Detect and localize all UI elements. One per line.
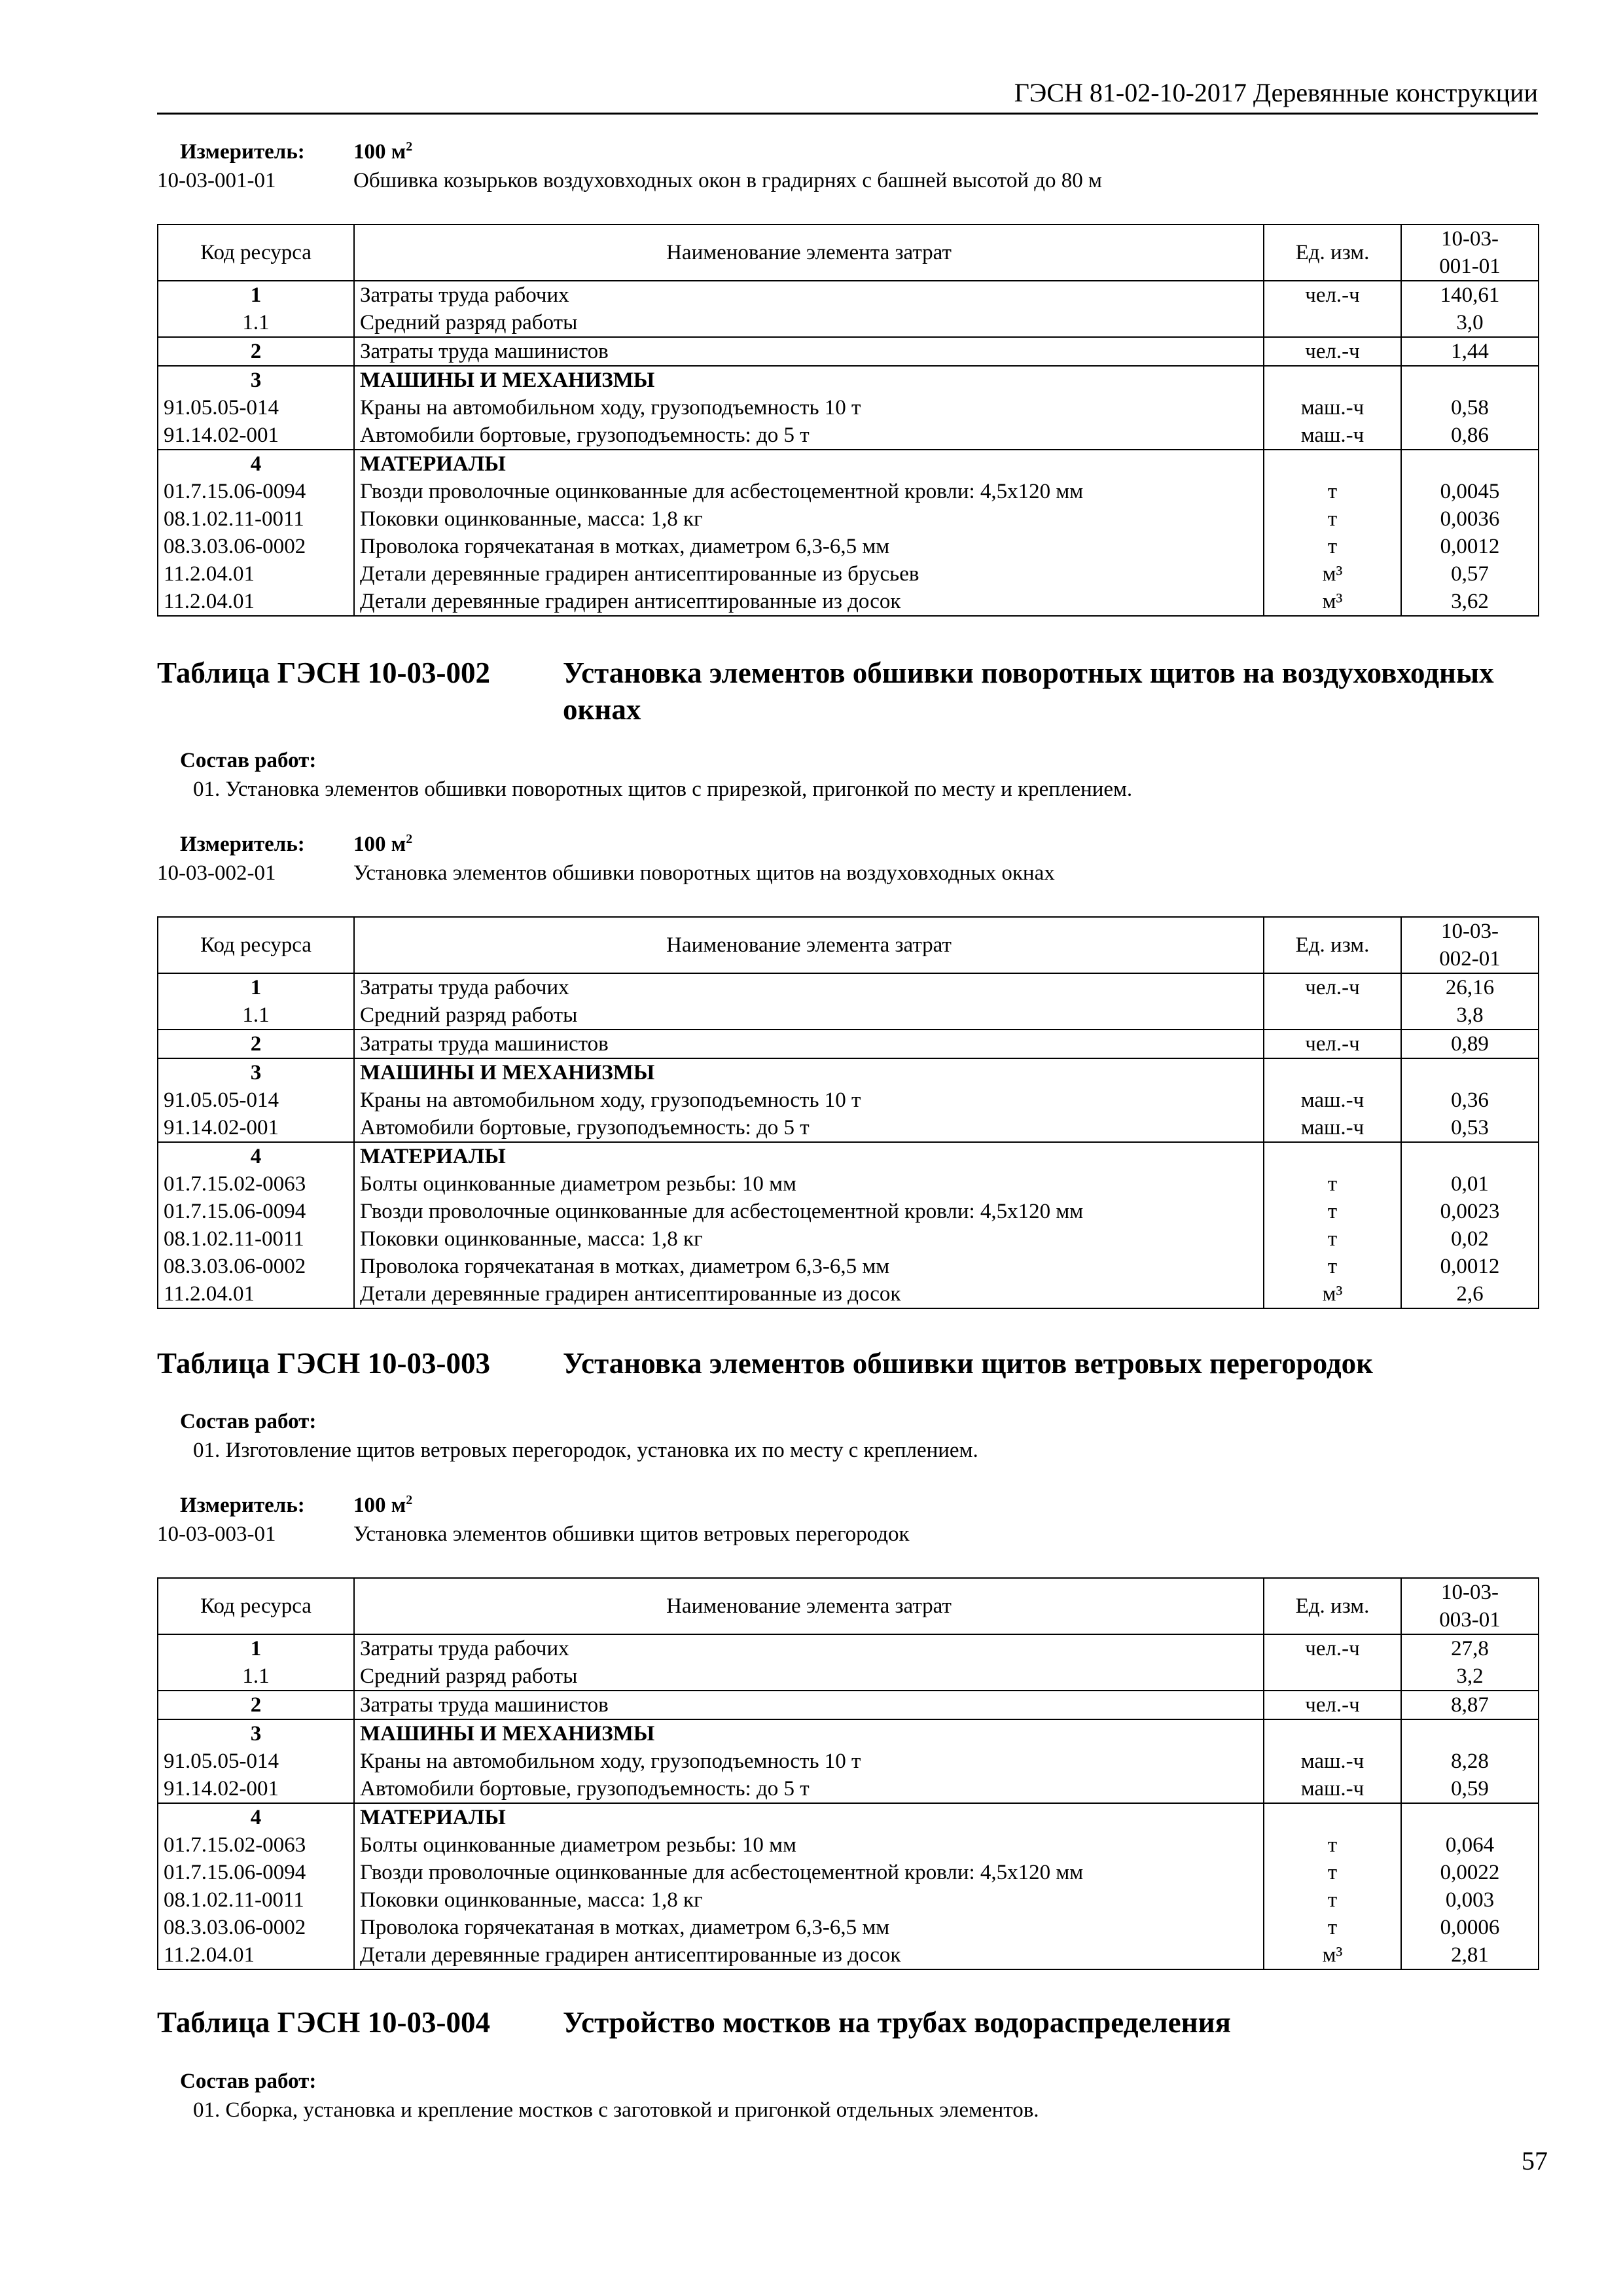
header-value [1401, 1578, 1539, 1634]
cell-unit: маш.-ч [1264, 422, 1401, 450]
cell-name: Затраты труда рабочих [354, 1634, 1264, 1662]
cell-unit [1264, 1662, 1401, 1691]
cell-name: МАШИНЫ И МЕХАНИЗМЫ [354, 366, 1264, 394]
header-unit: Ед. изм. [1264, 917, 1401, 973]
header-code: Код ресурса [158, 224, 354, 281]
table-row [158, 1001, 1539, 1030]
cell-value: 3,8 [1401, 1001, 1539, 1030]
cell-name: Автомобили бортовые, грузоподъемность: до 5 т [354, 1114, 1264, 1142]
cell-value [1401, 1803, 1539, 1831]
header-value-line: 003-01 [1439, 1608, 1501, 1632]
cell-code: 91.05.05-014 [158, 1748, 354, 1775]
meter-label: Измеритель: [180, 833, 305, 856]
cell-value: 8,87 [1401, 1691, 1539, 1719]
cell-code: 91.14.02-001 [158, 422, 354, 450]
table-header-row [158, 917, 1539, 973]
cell-unit: т [1264, 1253, 1401, 1280]
works-block-2 [157, 746, 1538, 804]
cell-value: 0,53 [1401, 1114, 1539, 1142]
table-row [158, 1719, 1539, 1748]
cell-code: 08.1.02.11-0011 [158, 1886, 354, 1914]
cell-unit [1264, 366, 1401, 394]
cell-name: Детали деревянные градирен антисептированные из досок [354, 1280, 1264, 1308]
cell-unit: маш.-ч [1264, 1775, 1401, 1803]
header-value-line: 10-03- [1441, 227, 1499, 251]
cell-value: 0,02 [1401, 1225, 1539, 1253]
table-row [158, 1280, 1539, 1308]
table-number: Таблица ГЭСН 10-03-002 [157, 656, 490, 689]
cell-name: МАШИНЫ И МЕХАНИЗМЫ [354, 1719, 1264, 1748]
cell-name: Проволока горячекатаная в мотках, диаметром 6,3-6,5 мм [354, 1914, 1264, 1941]
cell-code: 01.7.15.06-0094 [158, 1198, 354, 1225]
cell-code: 1 [158, 973, 354, 1001]
table-row [158, 505, 1539, 533]
table-heading-3 [157, 1345, 1538, 1382]
cell-value: 1,44 [1401, 337, 1539, 366]
table-row [158, 1114, 1539, 1142]
meter-block-1 [157, 137, 1538, 195]
cell-unit: м³ [1264, 1941, 1401, 1969]
cell-name: Проволока горячекатаная в мотках, диаметром 6,3-6,5 мм [354, 1253, 1264, 1280]
cell-value [1401, 1058, 1539, 1086]
cell-value: 0,0045 [1401, 478, 1539, 505]
table-number: Таблица ГЭСН 10-03-003 [157, 1347, 490, 1380]
cell-name: Средний разряд работы [354, 309, 1264, 337]
table-title: Установка элементов обшивки поворотных щитов на воздуховходных окнах [563, 656, 1494, 726]
table-heading-2 [157, 655, 1538, 728]
cell-name: МАТЕРИАЛЫ [354, 450, 1264, 478]
cell-unit: чел.-ч [1264, 1634, 1401, 1662]
cell-value: 0,57 [1401, 560, 1539, 588]
cell-name: МАТЕРИАЛЫ [354, 1803, 1264, 1831]
cell-name: Проволока горячекатаная в мотках, диаметром 6,3-6,5 мм [354, 533, 1264, 560]
table-header-row [158, 224, 1539, 281]
cell-unit: т [1264, 1198, 1401, 1225]
cell-value: 0,0012 [1401, 533, 1539, 560]
cell-code: 1.1 [158, 1662, 354, 1691]
cell-value [1401, 366, 1539, 394]
cell-code: 2 [158, 337, 354, 366]
cell-name: Детали деревянные градирен антисептированные из досок [354, 1941, 1264, 1969]
header-value-line: 001-01 [1439, 255, 1501, 278]
cell-name: МАТЕРИАЛЫ [354, 1142, 1264, 1170]
table-row [158, 1941, 1539, 1969]
cell-code: 08.1.02.11-0011 [158, 505, 354, 533]
header-value-line: 10-03- [1441, 1581, 1499, 1604]
cell-value: 0,0022 [1401, 1859, 1539, 1886]
table-row [158, 1253, 1539, 1280]
norm-description: Установка элементов обшивки щитов ветровых перегородок [353, 1522, 910, 1546]
cell-value: 0,86 [1401, 422, 1539, 450]
work-item: 01. Изготовление щитов ветровых перегородок, установка их по месту с креплением. [193, 1439, 978, 1462]
resource-table-2 [157, 916, 1539, 1309]
cell-value [1401, 1142, 1539, 1170]
cell-unit [1264, 1142, 1401, 1170]
cell-value: 3,62 [1401, 588, 1539, 616]
cell-code: 11.2.04.01 [158, 1941, 354, 1969]
cell-name: Средний разряд работы [354, 1001, 1264, 1030]
cell-unit: т [1264, 478, 1401, 505]
table-row [158, 281, 1539, 309]
resource-table-1 [157, 224, 1539, 617]
cell-unit [1264, 309, 1401, 337]
cell-unit: чел.-ч [1264, 1030, 1401, 1058]
meter-label: Измеритель: [180, 140, 305, 164]
cell-unit: маш.-ч [1264, 1086, 1401, 1114]
cell-code: 08.3.03.06-0002 [158, 533, 354, 560]
table-row [158, 588, 1539, 616]
header-code: Код ресурса [158, 1578, 354, 1634]
cell-value: 2,81 [1401, 1941, 1539, 1969]
norm-code: 10-03-003-01 [157, 1522, 276, 1546]
work-item: 01. Установка элементов обшивки поворотных щитов с прирезкой, пригонкой по месту и креплением. [193, 778, 1133, 801]
cell-code: 2 [158, 1691, 354, 1719]
cell-value: 0,0012 [1401, 1253, 1539, 1280]
header-value-line: 002-01 [1439, 947, 1501, 971]
cell-code: 2 [158, 1030, 354, 1058]
cell-value: 26,16 [1401, 973, 1539, 1001]
work-item: 01. Сборка, установка и крепление мостков с заготовкой и пригонкой отдельных элементов. [193, 2098, 1039, 2122]
table-row [158, 1831, 1539, 1859]
cell-unit [1264, 1719, 1401, 1748]
cell-code: 3 [158, 1058, 354, 1086]
cell-value: 0,01 [1401, 1170, 1539, 1198]
cell-code: 01.7.15.06-0094 [158, 478, 354, 505]
meter-unit: 100 $м^2$ [353, 139, 413, 164]
meter-label: Измеритель: [180, 1494, 305, 1517]
table-row [158, 1170, 1539, 1198]
header-unit: Ед. изм. [1264, 1578, 1401, 1634]
cell-unit [1264, 1001, 1401, 1030]
cell-value: 0,064 [1401, 1831, 1539, 1859]
cell-name: Краны на автомобильном ходу, грузоподъемность 10 т [354, 1086, 1264, 1114]
cell-code: 91.05.05-014 [158, 394, 354, 422]
meter-block-3 [157, 1491, 1538, 1549]
cell-name: МАШИНЫ И МЕХАНИЗМЫ [354, 1058, 1264, 1086]
table-row [158, 1662, 1539, 1691]
meter-unit: 100 $м^2$ [353, 1493, 413, 1517]
table-row [158, 1775, 1539, 1803]
cell-unit: т [1264, 1831, 1401, 1859]
table-row [158, 1198, 1539, 1225]
table-row [158, 1030, 1539, 1058]
cell-value: 0,89 [1401, 1030, 1539, 1058]
table-row [158, 1142, 1539, 1170]
meter-unit: 100 $м^2$ [353, 832, 413, 856]
cell-code: 08.3.03.06-0002 [158, 1914, 354, 1941]
cell-name: Краны на автомобильном ходу, грузоподъемность 10 т [354, 1748, 1264, 1775]
table-row [158, 1803, 1539, 1831]
table-row [158, 1634, 1539, 1662]
header-value-line: 10-03- [1441, 920, 1499, 943]
cell-value: 3,2 [1401, 1662, 1539, 1691]
table-row [158, 973, 1539, 1001]
cell-name: Автомобили бортовые, грузоподъемность: до 5 т [354, 422, 1264, 450]
cell-unit [1264, 1803, 1401, 1831]
cell-value [1401, 1719, 1539, 1748]
table-row [158, 1886, 1539, 1914]
norm-description: Установка элементов обшивки поворотных щитов на воздуховходных окнах [353, 861, 1055, 885]
table-title: Устройство мостков на трубах водораспределения [563, 2006, 1231, 2039]
table-row [158, 1691, 1539, 1719]
cell-code: 1.1 [158, 1001, 354, 1030]
cell-name: Детали деревянные градирен антисептированные из досок [354, 588, 1264, 616]
header-value [1401, 224, 1539, 281]
table-row [158, 1058, 1539, 1086]
cell-name: Затраты труда машинистов [354, 337, 1264, 366]
meter-block-2 [157, 830, 1538, 888]
cell-value: 0,0006 [1401, 1914, 1539, 1941]
header-unit: Ед. изм. [1264, 224, 1401, 281]
cell-value [1401, 450, 1539, 478]
cell-code: 4 [158, 1803, 354, 1831]
cell-value: 140,61 [1401, 281, 1539, 309]
composition-label: Состав работ: [180, 749, 317, 772]
table-row [158, 450, 1539, 478]
table-header-row [158, 1578, 1539, 1634]
cell-value: 3,0 [1401, 309, 1539, 337]
table-row [158, 1086, 1539, 1114]
cell-name: Поковки оцинкованные, масса: 1,8 кг [354, 1886, 1264, 1914]
cell-name: Затраты труда машинистов [354, 1691, 1264, 1719]
cell-code: 11.2.04.01 [158, 560, 354, 588]
cell-unit: чел.-ч [1264, 337, 1401, 366]
cell-unit: маш.-ч [1264, 394, 1401, 422]
page-number: 57 [1522, 2146, 1548, 2176]
table-row [158, 366, 1539, 394]
table-row [158, 422, 1539, 450]
cell-unit: т [1264, 533, 1401, 560]
cell-name: Гвозди проволочные оцинкованные для асбестоцементной кровли: 4,5х120 мм [354, 1859, 1264, 1886]
cell-code: 1 [158, 281, 354, 309]
cell-name: Краны на автомобильном ходу, грузоподъемность 10 т [354, 394, 1264, 422]
cell-value: 0,0023 [1401, 1198, 1539, 1225]
cell-unit: чел.-ч [1264, 281, 1401, 309]
cell-unit: т [1264, 1170, 1401, 1198]
cell-name: Болты оцинкованные диаметром резьбы: 10 мм [354, 1831, 1264, 1859]
running-header: ГЭСН 81-02-10-2017 Деревянные конструкции [157, 77, 1538, 115]
cell-code: 11.2.04.01 [158, 588, 354, 616]
table-row [158, 394, 1539, 422]
header-name: Наименование элемента затрат [354, 1578, 1264, 1634]
cell-code: 1 [158, 1634, 354, 1662]
cell-code: 91.14.02-001 [158, 1775, 354, 1803]
header-code: Код ресурса [158, 917, 354, 973]
cell-value: 0,58 [1401, 394, 1539, 422]
cell-name: Затраты труда рабочих [354, 973, 1264, 1001]
cell-name: Затраты труда машинистов [354, 1030, 1264, 1058]
norm-code: 10-03-001-01 [157, 169, 276, 192]
header-name: Наименование элемента затрат [354, 224, 1264, 281]
cell-unit: м³ [1264, 560, 1401, 588]
works-block-4 [157, 2067, 1538, 2125]
works-block-3 [157, 1407, 1538, 1465]
cell-name: Болты оцинкованные диаметром резьбы: 10 мм [354, 1170, 1264, 1198]
table-number: Таблица ГЭСН 10-03-004 [157, 2006, 490, 2039]
cell-name: Средний разряд работы [354, 1662, 1264, 1691]
cell-code: 1.1 [158, 309, 354, 337]
table-row [158, 1748, 1539, 1775]
norm-description: Обшивка козырьков воздуховходных окон в градирнях с башней высотой до 80 м [353, 169, 1102, 192]
cell-value: 0,36 [1401, 1086, 1539, 1114]
cell-code: 01.7.15.02-0063 [158, 1170, 354, 1198]
cell-unit: маш.-ч [1264, 1748, 1401, 1775]
cell-unit [1264, 1058, 1401, 1086]
cell-unit: м³ [1264, 588, 1401, 616]
cell-code: 01.7.15.06-0094 [158, 1859, 354, 1886]
cell-value: 2,6 [1401, 1280, 1539, 1308]
cell-name: Автомобили бортовые, грузоподъемность: до 5 т [354, 1775, 1264, 1803]
table-row [158, 309, 1539, 337]
cell-name: Гвозди проволочные оцинкованные для асбестоцементной кровли: 4,5х120 мм [354, 1198, 1264, 1225]
resource-table-3 [157, 1577, 1539, 1970]
cell-code: 91.05.05-014 [158, 1086, 354, 1114]
cell-name: Детали деревянные градирен антисептированные из брусьев [354, 560, 1264, 588]
composition-label: Состав работ: [180, 1410, 317, 1433]
cell-code: 08.1.02.11-0011 [158, 1225, 354, 1253]
cell-unit: м³ [1264, 1280, 1401, 1308]
norm-code: 10-03-002-01 [157, 861, 276, 885]
cell-unit: маш.-ч [1264, 1114, 1401, 1142]
cell-value: 27,8 [1401, 1634, 1539, 1662]
cell-code: 3 [158, 1719, 354, 1748]
cell-code: 4 [158, 450, 354, 478]
table-row [158, 337, 1539, 366]
cell-unit: т [1264, 1859, 1401, 1886]
cell-unit: т [1264, 1886, 1401, 1914]
table-row [158, 1914, 1539, 1941]
cell-code: 91.14.02-001 [158, 1114, 354, 1142]
table-row [158, 533, 1539, 560]
composition-label: Состав работ: [180, 2070, 317, 2093]
table-row [158, 1859, 1539, 1886]
cell-name: Затраты труда рабочих [354, 281, 1264, 309]
table-row [158, 1225, 1539, 1253]
cell-value: 0,003 [1401, 1886, 1539, 1914]
cell-code: 3 [158, 366, 354, 394]
cell-unit: т [1264, 1914, 1401, 1941]
table-heading-4 [157, 2004, 1538, 2041]
cell-code: 4 [158, 1142, 354, 1170]
header-name: Наименование элемента затрат [354, 917, 1264, 973]
table-row [158, 478, 1539, 505]
cell-value: 0,59 [1401, 1775, 1539, 1803]
cell-code: 08.3.03.06-0002 [158, 1253, 354, 1280]
cell-name: Поковки оцинкованные, масса: 1,8 кг [354, 1225, 1264, 1253]
table-row [158, 560, 1539, 588]
cell-code: 11.2.04.01 [158, 1280, 354, 1308]
cell-unit: чел.-ч [1264, 973, 1401, 1001]
cell-value: 0,0036 [1401, 505, 1539, 533]
cell-unit [1264, 450, 1401, 478]
cell-name: Гвозди проволочные оцинкованные для асбестоцементной кровли: 4,5х120 мм [354, 478, 1264, 505]
header-value [1401, 917, 1539, 973]
cell-unit: чел.-ч [1264, 1691, 1401, 1719]
cell-unit: т [1264, 1225, 1401, 1253]
cell-value: 8,28 [1401, 1748, 1539, 1775]
cell-name: Поковки оцинкованные, масса: 1,8 кг [354, 505, 1264, 533]
cell-unit: т [1264, 505, 1401, 533]
table-title: Установка элементов обшивки щитов ветровых перегородок [563, 1347, 1374, 1380]
cell-code: 01.7.15.02-0063 [158, 1831, 354, 1859]
